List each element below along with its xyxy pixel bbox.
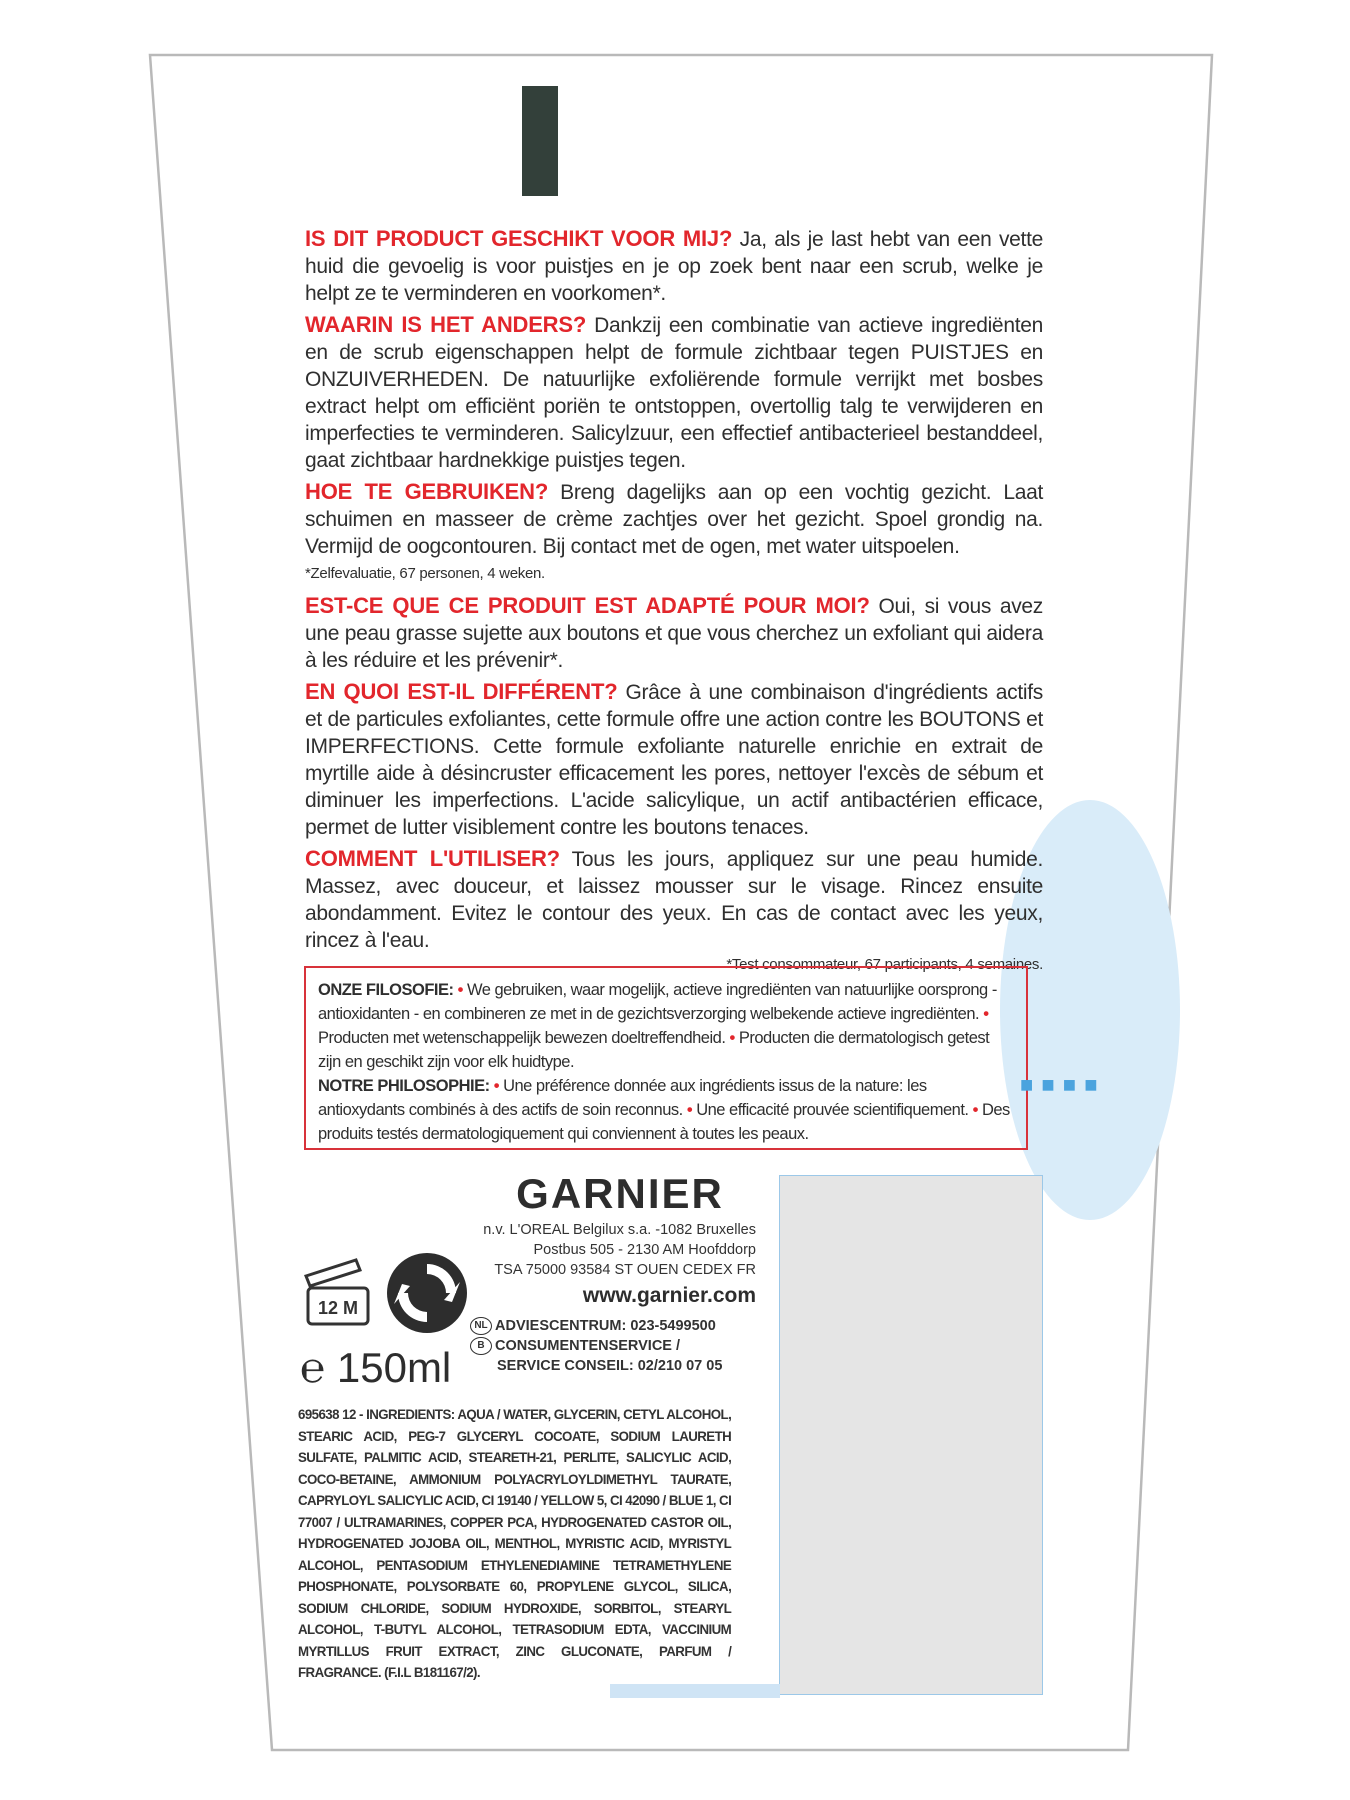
blue-strip	[610, 1684, 780, 1698]
fr-footnote: *Test consommateur, 67 participants, 4 semaines.	[726, 956, 1043, 973]
dotted-line-icon: ■ ■ ■ ■	[1020, 1072, 1099, 1097]
contact-block: NL ADVIESCENTRUM: 023-5499500 B CONSUMENTENSERVICE / SERVICE CONSEIL: 02/210 07 05	[470, 1316, 760, 1376]
brand-logo: GARNIER	[516, 1170, 724, 1217]
bullet-icon: •	[493, 1077, 499, 1095]
nl-paragraph: IS DIT PRODUCT GESCHIKT VOOR MIJ? Ja, als je last hebt van een vette huid die gevoelig is voor puistjes en je op zoek bent naar een scrub, welke je helpt ze te verminderen en voorkomen*.	[305, 226, 1043, 305]
nl-footnote: *Zelfevaluatie, 67 personen, 4 weken.	[305, 565, 545, 582]
green-dot-icon	[384, 1250, 470, 1336]
nl-badge-icon: NL	[470, 1317, 492, 1335]
pao-label: 12 M	[317, 1298, 359, 1318]
fr-philosophy-label: NOTRE PHILOSOPHIE:	[318, 1077, 490, 1095]
nl-philosophy-label: ONZE FILOSOFIE:	[318, 981, 454, 999]
fr-paragraph: COMMENT L'UTILISER? Tous les jours, appliquez sur une peau humide. Massez, avec douceur, et laissez mousser sur le visage. Rincez ensuite abondamment. Evitez le contour des yeux. En cas de contact avec les yeux, rincez à l'eau.	[305, 846, 1044, 952]
nl-paragraph: WAARIN IS HET ANDERS? Dankzij een combinatie van actieve ingrediënten en de scrub eigenschappen helpt de formule zichtbaar tegen PUISTJES en ONZUIVERHEDEN. De natuurlijke exfoliërende formule verrijkt met bosbes extract helpt om efficiënt poriën te ontstoppen, overtollig talg te verwijderen en imperfecties te verminderen. Salicylzuur, een effectief antibacterieel bestanddeel, gaat zichtbaar hardnekkige puistjes tegen.	[305, 312, 1043, 472]
ingredients-list: 695638 12 - INGREDIENTS: AQUA / WATER, GLYCERIN, CETYL ALCOHOL, STEARIC ACID, PEG-7 GLYCERYL COCOATE, SODIUM LAURETH SULFATE, PALMITIC ACID, STEARETH-21, PERLITE, SALICYLIC ACID, COCO-BETAINE, AMMONIUM POLYACRYLOYLDIMETHYL TAURATE, CAPRYLOYL SALICYLIC ACID, CI 19140 / YELLOW 5, CI 42090 / BLUE 1, CI 77007 / ULTRAMARINES, COPPER PCA, HYDROGENATED CASTOR OIL, HYDROGENATED JOJOBA OIL, MENTHOL, MYRISTIC ACID, MYRISTYL ALCOHOL, PENTASODIUM ETHYLENEDIAMINE TETRAMETHYLENE PHOSPHONATE, POLYSORBATE 60, PROPYLENE GLYCOL, SILICA, SODIUM CHLORIDE, SODIUM HYDROXIDE, SORBITOL, STEARYL ALCOHOL, T-BUTYL ALCOHOL, TETRASODIUM EDTA, VACCINIUM MYRTILLUS FRUIT EXTRACT, ZINC GLUCONATE, PARFUM / FRAGRANCE. (F.I.L B181167/2).	[298, 1406, 732, 1680]
bullet-icon: •	[729, 1029, 735, 1047]
dutch-section	[305, 225, 1043, 584]
bullet-icon: •	[457, 981, 463, 999]
bullet-icon: •	[686, 1101, 693, 1119]
website-link: www.garnier.com	[582, 1284, 756, 1307]
address-block: n.v. L'OREAL Belgilux s.a. -1082 Bruxelles Postbus 505 - 2130 AM Hoofddorp TSA 75000 93584 ST OUEN CEDEX FR	[483, 1222, 756, 1278]
bullet-icon: •	[983, 1005, 989, 1023]
barcode-area	[779, 1175, 1043, 1695]
b-badge-icon: B	[470, 1337, 492, 1355]
color-bar	[522, 86, 558, 196]
french-section	[305, 592, 1043, 974]
bullet-icon: •	[972, 1101, 978, 1119]
fr-paragraph: EST-CE QUE CE PRODUIT EST ADAPTÉ POUR MOI? Oui, si vous avez une peau grasse sujette aux boutons et que vous cherchez un exfoliant qui aidera à les réduire et les prévenir*.	[305, 593, 1043, 672]
nl-paragraph: HOE TE GEBRUIKEN? Breng dagelijks aan op een vochtig gezicht. Laat schuimen en masseer de crème zachtjes over het gezicht. Spoel grondig na. Vermijd de oogcontouren. Bij contact met de ogen, met water uitspoelen.	[305, 479, 1043, 558]
philosophy-box: ONZE FILOSOFIE: • We gebruiken, waar mogelijk, actieve ingrediënten van natuurlijke oorsprong - antioxidanten - en combineren ze met in de gezichtsverzorging welbekende actieve ingrediënten. • Producten met wetenschappelijk bewezen doeltreffendheid. • Producten die dermatologisch getest zijn en geschikt zijn voor elk huidtype. NOTRE PHILOSOPHIE: • Une préférence donnée aux ingrédients issus de la nature: les antioxydants combinés à des actifs de soin reconnus. • Une efficacité prouvée scientifiquement. • Des produits testés dermatologiquement qui conviennent à toutes les peaux.	[304, 966, 1028, 1150]
open-jar-icon	[300, 1258, 376, 1328]
fr-paragraph: EN QUOI EST-IL DIFFÉRENT? Grâce à une combinaison d'ingrédients actifs et de particules exfoliantes, cette formule offre une action contre les BOUTONS et IMPERFECTIONS. Cette formule exfoliante naturelle enrichie en extrait de myrtille aide à désincruster efficacement les pores, nettoyer l'excès de sébum et diminuer les imperfections. L'acide salicylique, un actif antibactérien efficace, permet de lutter visiblement contre les boutons tenaces.	[305, 679, 1043, 839]
volume-label: ℮ 150ml	[300, 1344, 452, 1391]
